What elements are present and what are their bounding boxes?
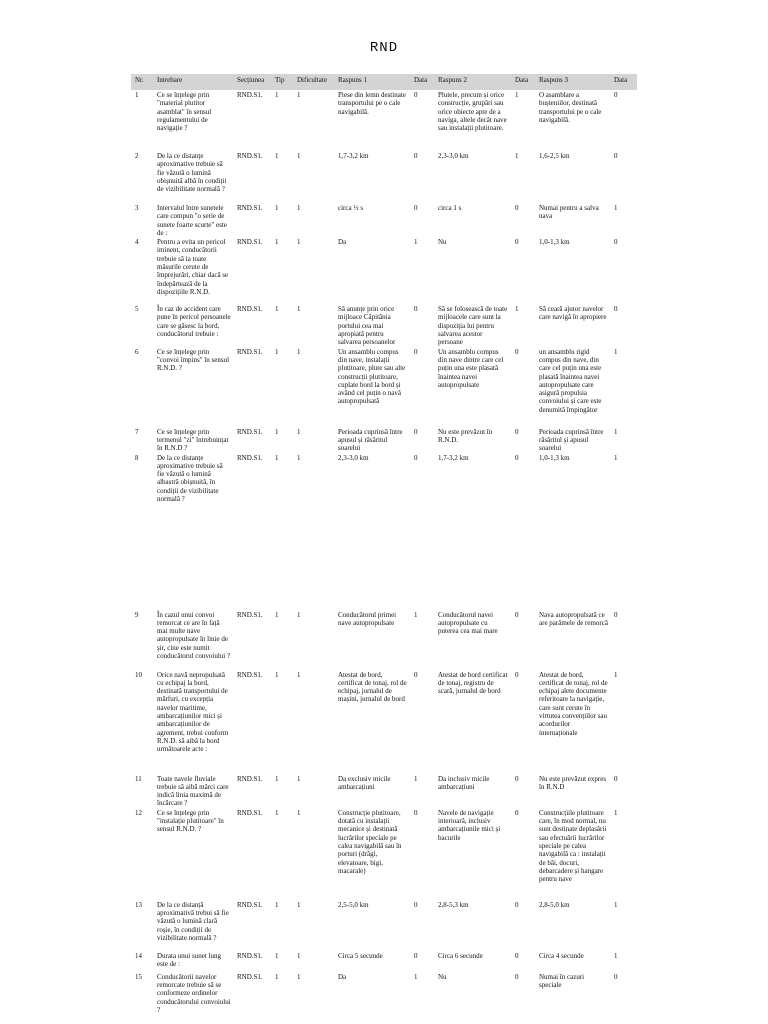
- cell-data-3: 1: [614, 900, 618, 909]
- header-data-2: Data: [511, 74, 535, 90]
- cell-raspuns-1: Piese din lemn destinate transportului pe o cale navigabilă.: [338, 91, 406, 116]
- cell-data-2: 0: [515, 453, 519, 462]
- cell-data-1: 0: [414, 900, 418, 909]
- cell-raspuns-2: Să se folosească de toate mijloacele care sunt la dispoziția lui pentru salvarea acestor persoane: [438, 305, 508, 347]
- cell-tip: 1: [275, 453, 279, 462]
- cell-raspuns-1: Conducătorul primei nave autopropulsate: [338, 610, 397, 627]
- header-intrebare: Intrebare: [153, 74, 233, 90]
- cell-data-2: 0: [515, 204, 519, 212]
- table-row: [131, 90, 637, 151]
- cell-data-3: 0: [614, 238, 618, 247]
- cell-dificultate: 1: [297, 152, 301, 160]
- cell-tip: 1: [275, 774, 279, 783]
- cell-data-3: 0: [614, 972, 618, 981]
- cell-sectiune: RND.S1.: [237, 152, 263, 160]
- header-raspuns-3: Raspuns 3: [535, 74, 610, 90]
- cell-raspuns-1: circa ½ s: [338, 204, 364, 212]
- cell-intrebare: De la ce distanță aproximativă trebui să fie văzută o lumină clară roșie, în condiții de vizibilitate normală ?: [157, 900, 229, 942]
- cell-nr: 13: [135, 900, 142, 909]
- cell-dificultate: 1: [297, 951, 301, 960]
- cell-raspuns-2: 1,7-3,2 km: [438, 453, 469, 462]
- cell-data-1: 0: [414, 951, 418, 960]
- cell-raspuns-3: Nu este prevăzut expres în R.N.D: [539, 774, 607, 791]
- cell-data-2: 0: [515, 670, 519, 679]
- cell-raspuns-3: O asamblare a bușteniilor, destinată transportului pe o cale navigabilă.: [539, 91, 602, 124]
- cell-raspuns-2: Circa 6 secunde: [438, 951, 483, 960]
- cell-data-2: 0: [515, 900, 519, 909]
- cell-data-1: 1: [414, 610, 418, 619]
- cell-intrebare: De la ce distanțe aproximative trebuie să fie văzută o lumină obișnuită albă în condiții de vizibilitate normală ?: [157, 152, 227, 194]
- cell-data-3: 1: [614, 808, 618, 817]
- cell-raspuns-1: Da: [338, 972, 347, 981]
- cell-sectiune: RND.S1.: [237, 453, 263, 462]
- cell-data-2: 0: [515, 774, 519, 783]
- header-sectiune: Secțiunea: [233, 74, 271, 90]
- cell-tip: 1: [275, 951, 279, 960]
- cell-data-1: 0: [414, 204, 418, 212]
- cell-raspuns-1: 2,5-5,0 km: [338, 900, 369, 909]
- cell-intrebare: Intervalul între sunetele care compun "o serie de sunete foarte scurte" este de :: [157, 204, 227, 237]
- header-data-3: Data: [610, 74, 637, 90]
- cell-raspuns-1: Perioada cuprinsă între apusul și răsăritul soarelui: [338, 427, 403, 453]
- cell-data-3: 0: [614, 305, 618, 314]
- cell-data-3: 1: [614, 453, 618, 462]
- header-tip: Tip: [271, 74, 293, 90]
- cell-data-1: 0: [414, 91, 418, 99]
- cell-raspuns-3: Numai pentru a salva nava: [539, 204, 599, 221]
- cell-raspuns-3: 2,8-5,0 km: [539, 900, 570, 909]
- cell-dificultate: 1: [297, 305, 301, 314]
- cell-dificultate: 1: [297, 204, 301, 212]
- document-title: RND: [369, 40, 399, 56]
- table-row: [131, 610, 637, 670]
- cell-data-1: 1: [414, 972, 418, 981]
- cell-sectiune: RND.S1.: [237, 808, 263, 817]
- cell-nr: 5: [135, 305, 139, 314]
- cell-raspuns-3: Perioada cuprinsă între răsăritul și apusul soarelui: [539, 427, 604, 453]
- table-row: [131, 951, 637, 972]
- cell-tip: 1: [275, 305, 279, 314]
- cell-intrebare: Toate navele fluviale trebuie să aibă mărci care indică linia maximă de încărcare ?: [157, 774, 229, 808]
- cell-nr: 8: [135, 453, 139, 462]
- cell-intrebare: Ce se înțelege prin "convoi împins" în sensul R.N.D. ?: [157, 347, 230, 373]
- cell-data-2: 0: [515, 610, 519, 619]
- cell-nr: 9: [135, 610, 139, 619]
- cell-tip: 1: [275, 670, 279, 679]
- cell-data-1: 0: [414, 453, 418, 462]
- cell-raspuns-3: 1,0-1,3 km: [539, 453, 570, 462]
- cell-raspuns-2: Da inclusiv micile ambarcațiuni: [438, 774, 490, 791]
- cell-nr: 1: [135, 91, 139, 99]
- cell-nr: 15: [135, 972, 142, 981]
- cell-dificultate: 1: [297, 670, 301, 679]
- cell-sectiune: RND.S1.: [237, 670, 263, 679]
- table-header-row: [131, 74, 637, 90]
- cell-data-3: 1: [614, 951, 618, 960]
- cell-data-3: 1: [614, 347, 618, 356]
- cell-nr: 10: [135, 670, 142, 679]
- cell-raspuns-1: 1,7-3,2 km: [338, 152, 369, 160]
- cell-tip: 1: [275, 238, 279, 247]
- cell-intrebare: Ce se înțelege prin "instalație plutitoare" în sensul R.N.D. ?: [157, 808, 224, 834]
- table-row: [131, 670, 637, 774]
- questions-table: [131, 74, 637, 1023]
- cell-raspuns-1: Construcție plutitoare, dotată cu instalații mecanice și destinată lucrărilor speciale pe calea navigabilă sau în porturi (drăgi, elevatoare, bigi, macarale): [338, 808, 402, 875]
- cell-sectiune: RND.S1.: [237, 900, 263, 909]
- cell-intrebare: Ce se înțelege prin "material plutitor asamblat" în sensul regulamentului de navigație ?: [157, 91, 212, 133]
- cell-raspuns-3: 1,6-2,5 km: [539, 152, 570, 160]
- cell-raspuns-3: 1,0-1,3 km: [539, 238, 570, 247]
- cell-data-1: 0: [414, 670, 418, 679]
- cell-intrebare: În caz de accident care pune în pericol persoanele care se găsesc la bord, conducătorul trebuie :: [157, 305, 231, 339]
- table-row: [131, 774, 637, 808]
- cell-data-2: 0: [515, 972, 519, 981]
- cell-raspuns-1: Atestat de bord, certificat de tonaj, rol de echipaj, jurnalul de mașini, jurnalul de bord: [338, 670, 407, 704]
- cell-raspuns-3: Numai în cazuri speciale: [539, 972, 585, 990]
- cell-data-2: 1: [515, 305, 519, 314]
- cell-tip: 1: [275, 204, 279, 212]
- cell-nr: 12: [135, 808, 142, 817]
- header-raspuns-2: Raspuns 2: [434, 74, 511, 90]
- table-row: [131, 347, 637, 427]
- cell-nr: 7: [135, 427, 139, 436]
- cell-tip: 1: [275, 91, 279, 99]
- cell-intrebare: În cazul unui convoi remorcat ce are în față mai multe nave autopropulsate în linie de șir, cine este numit conducătorul convoiului ?: [157, 610, 231, 661]
- cell-raspuns-2: 2,8-5,3 km: [438, 900, 469, 909]
- cell-intrebare: Conducătorii navelor remorcate trebuie să se conformeze ordinelor conducătorului convoiului ?: [157, 972, 231, 1014]
- cell-nr: 14: [135, 951, 142, 960]
- cell-raspuns-2: Nu: [438, 238, 447, 247]
- cell-raspuns-3: un ansamblu rigid compus din nave, din care cel puțin una este plasată înaintea navei autopropulsate care asigură propulsia convoiului și care este denumită împingător: [539, 347, 602, 414]
- cell-intrebare: De la ce distanțe aproximative trebuie să fie văzută o lumină albastră obișnuită, în condiții de vizibilitate normală ?: [157, 453, 223, 504]
- cell-data-3: 1: [614, 670, 618, 679]
- cell-tip: 1: [275, 972, 279, 981]
- header-data-1: Data: [410, 74, 434, 90]
- cell-raspuns-1: Da exclusiv micile ambarcațiuni: [338, 774, 391, 791]
- header-raspuns-1: Raspuns 1: [334, 74, 410, 90]
- cell-intrebare: Ce se înțelege prin termenul "zi" întrebuințat în R.N.D ?: [157, 427, 229, 453]
- cell-raspuns-1: Circa 5 secunde: [338, 951, 383, 960]
- cell-tip: 1: [275, 900, 279, 909]
- cell-raspuns-3: Nava autopropulsată ce are parâmele de remorcă: [539, 610, 608, 627]
- cell-sectiune: RND.S1.: [237, 774, 263, 783]
- cell-data-2: 0: [515, 427, 519, 436]
- table-row: [131, 900, 637, 951]
- cell-tip: 1: [275, 610, 279, 619]
- cell-data-1: 0: [414, 152, 418, 160]
- cell-intrebare: Pentru a evita un pericol iminent, conducătorii trebuie să ia toate măsurile cerute de împrejurări, chiar dacă se îndepărtează de la dispozițiile R.N.D.: [157, 238, 229, 296]
- cell-data-1: 1: [414, 774, 418, 783]
- cell-intrebare: Durata unui sunet lung este de :: [157, 951, 221, 969]
- cell-sectiune: RND.S1.: [237, 204, 263, 212]
- cell-data-1: 0: [414, 427, 418, 436]
- table-body: [131, 90, 637, 1023]
- cell-sectiune: RND.S1.: [237, 427, 263, 436]
- cell-data-2: 1: [515, 91, 519, 99]
- cell-sectiune: RND.S1.: [237, 610, 263, 619]
- cell-data-3: 0: [614, 610, 618, 619]
- cell-data-1: 1: [414, 238, 418, 247]
- cell-data-1: 0: [414, 305, 418, 314]
- cell-data-2: 0: [515, 238, 519, 247]
- cell-dificultate: 1: [297, 900, 301, 909]
- table-row: [131, 427, 637, 453]
- cell-tip: 1: [275, 347, 279, 356]
- cell-data-3: 1: [614, 427, 618, 436]
- cell-dificultate: 1: [297, 808, 301, 817]
- cell-intrebare: Orice navă nepropulsată cu echipaj la bord, destinată transportului de mărfuri, cu excepția navelor maritime, ambarcațiunilor mici și ambarcațiunilor de agrement, trebui conform R.N.D. să aibă la bord următoarele acte :: [157, 670, 229, 754]
- cell-data-2: 0: [515, 951, 519, 960]
- cell-raspuns-2: Plutele, precum și orice construcție, grupări sau orice obiecte apte de a naviga, altele decât nave sau instalații plutitoare.: [438, 91, 507, 133]
- table-row: [131, 203, 637, 237]
- header-dificultate: Dificultate: [293, 74, 334, 90]
- cell-tip: 1: [275, 427, 279, 436]
- cell-dificultate: 1: [297, 347, 301, 356]
- cell-raspuns-3: Să ceară ajutor navelor care navigă în apropiere: [539, 305, 607, 322]
- cell-data-1: 0: [414, 347, 418, 356]
- cell-raspuns-2: Atestat de bord certificat de tonaj, registru de scară, jurnalul de bord: [438, 670, 508, 696]
- cell-dificultate: 1: [297, 238, 301, 247]
- cell-raspuns-2: circa 1 s: [438, 204, 462, 212]
- cell-dificultate: 1: [297, 774, 301, 783]
- table-row: [131, 972, 637, 1023]
- cell-dificultate: 1: [297, 972, 301, 981]
- cell-raspuns-1: Să anunțe prin orice mijloace Căpitănia portului cea mai apropiată pentru salvarea persoanelor: [338, 305, 396, 347]
- cell-raspuns-2: Nu: [438, 972, 447, 981]
- cell-data-3: 1: [614, 204, 618, 212]
- cell-raspuns-3: Circa 4 secunde: [539, 951, 584, 960]
- cell-raspuns-1: Da: [338, 238, 347, 247]
- cell-dificultate: 1: [297, 610, 301, 619]
- cell-raspuns-1: 2,3-3,0 km: [338, 453, 369, 462]
- cell-tip: 1: [275, 152, 279, 160]
- cell-data-2: 0: [515, 347, 519, 356]
- cell-sectiune: RND.S1.: [237, 972, 263, 981]
- cell-dificultate: 1: [297, 427, 301, 436]
- cell-data-3: 0: [614, 774, 618, 783]
- cell-nr: 11: [135, 774, 142, 783]
- cell-raspuns-3: Construcțiile plutitoare care, în mod normal, nu sunt destinate deplasării sau efectuării lucrărilor speciale pe calea navigabilă ca : instalații de băi, docuri, debarcadere și hangare pentru nave: [539, 808, 607, 884]
- cell-data-1: 0: [414, 808, 418, 817]
- table-row: [131, 151, 637, 203]
- cell-raspuns-2: Conducătorul navei autopropulsate cu puterea cea mai mare: [438, 610, 498, 636]
- cell-raspuns-2: Un ansamblu compus din nave dintre care cel puțin una este plasată înaintea navei autopropulsate: [438, 347, 504, 389]
- cell-raspuns-2: Navele de navigație interioară, inclusiv ambarcațiunile mici și bacurile: [438, 808, 501, 842]
- cell-data-2: 0: [515, 808, 519, 817]
- cell-raspuns-1: Un ansamblu compus din nave, instalații plutitoare, plute sau alte construcții plutitoare, cuplate bord la bord și având cel puțin o navă autopropulsată: [338, 347, 406, 406]
- cell-sectiune: RND.S1.: [237, 347, 263, 356]
- cell-nr: 4: [135, 238, 139, 247]
- cell-sectiune: RND.S1.: [237, 238, 263, 247]
- cell-sectiune: RND.S1.: [237, 305, 263, 314]
- table-row: [131, 453, 637, 610]
- table-row: [131, 237, 637, 304]
- header-nr: Nr.: [131, 74, 153, 90]
- cell-nr: 2: [135, 152, 139, 160]
- cell-dificultate: 1: [297, 91, 301, 99]
- cell-raspuns-2: Nu este prevăzut în R.N.D.: [438, 427, 493, 444]
- cell-nr: 6: [135, 347, 139, 356]
- cell-raspuns-2: 2,3-3,0 km: [438, 152, 469, 160]
- cell-dificultate: 1: [297, 453, 301, 462]
- cell-data-3: 0: [614, 91, 618, 99]
- cell-data-3: 0: [614, 152, 618, 160]
- table-row: [131, 304, 637, 346]
- cell-tip: 1: [275, 808, 279, 817]
- table-row: [131, 808, 637, 900]
- cell-raspuns-3: Atestat de bord, certificat de tonaj, rol de echipaj alete documente referitoare la navigație, care sunt cerute în virtutea convențiilor sau acordurilor internaționale: [539, 670, 608, 737]
- cell-sectiune: RND.S1.: [237, 951, 263, 960]
- cell-sectiune: RND.S1.: [237, 91, 263, 99]
- cell-data-2: 1: [515, 152, 519, 160]
- cell-nr: 3: [135, 204, 139, 212]
